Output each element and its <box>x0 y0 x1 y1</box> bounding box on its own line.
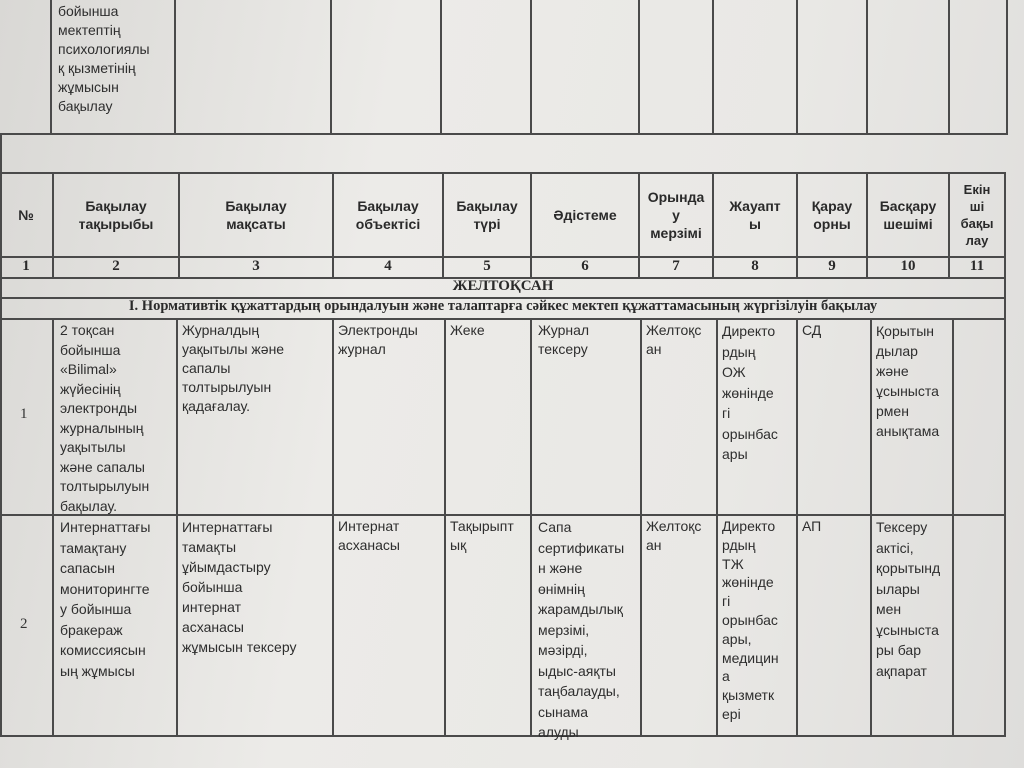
header-goal: Бақылау мақсаты <box>225 198 287 232</box>
table-border <box>0 735 1006 737</box>
col-number: 11 <box>969 258 985 274</box>
row-goal: Интернаттағы тамақты ұйымдастыру бойынша интернат асханасы жұмысын тексеру <box>182 519 297 655</box>
header-deadline: Орында у мерзімі <box>647 189 705 241</box>
table-border <box>1004 172 1006 318</box>
table-border <box>0 133 1008 135</box>
row-method: Журнал тексеру <box>538 322 590 357</box>
col-number: 2 <box>112 258 120 274</box>
header-object: Бақылау объектісі <box>355 198 421 232</box>
row-place: АП <box>802 518 822 534</box>
header-type: Бақылау түрі <box>456 198 518 232</box>
row-method: Сапа сертификаты н және өнімнің жарамдылық мерзімі, мәзірді, ыдыс-аяқты таңбалауды, сынама алуды <box>538 519 625 740</box>
table-border <box>52 318 54 735</box>
row-decision: Тексеру актісі, қорытынд ылары мен ұсыныста ры бар ақпарат <box>876 519 941 679</box>
table-border <box>332 318 334 735</box>
table-border <box>796 0 798 133</box>
table-border <box>952 318 954 735</box>
table-border <box>176 318 178 735</box>
row-object: Электронды журнал <box>338 322 418 357</box>
col-number: 6 <box>581 258 589 274</box>
row-object: Интернат асханасы <box>338 518 400 553</box>
header-number: № <box>18 207 34 223</box>
header-place: Қарау орны <box>811 198 853 232</box>
table-border <box>530 318 532 735</box>
row-decision: Қорытын дылар және ұсыныста рмен анықтама <box>876 323 940 439</box>
table-border <box>870 318 872 735</box>
row-topic: Интернаттағы тамақтану сапасын мониторингте у бойынша бракераж комиссиясын ың жұмысы <box>60 519 151 679</box>
row-deadline: Желтоқс ан <box>646 518 702 553</box>
month-heading: ЖЕЛТОҚСАН <box>452 278 554 294</box>
table-border <box>330 0 332 133</box>
col-number: 4 <box>384 258 392 274</box>
header-second-check: Екін ші бақы лау <box>960 182 994 248</box>
header-method: Әдістеме <box>553 207 617 223</box>
table-border <box>440 0 442 133</box>
row-place: СД <box>802 322 822 338</box>
table-border <box>866 0 868 133</box>
col-number: 8 <box>751 258 759 274</box>
row-deadline: Желтоқс ан <box>646 322 702 357</box>
table-border <box>640 318 642 735</box>
table-border <box>0 318 1006 320</box>
row-number: 2 <box>20 616 28 632</box>
col-number: 5 <box>483 258 491 274</box>
section-heading: I. Нормативтік құжаттардың орындалуын және талаптарға сәйкес мектеп құжаттамасының жүргізілуін бақылау <box>128 298 878 314</box>
col-number: 10 <box>900 258 916 274</box>
prev-row-topic: бойынша мектептің психологиялы қ қызметінің жұмысын бақылау <box>58 3 150 114</box>
table-border <box>948 0 950 133</box>
table-border <box>1004 318 1006 735</box>
row-number: 1 <box>20 406 28 422</box>
table-border <box>50 0 52 133</box>
col-number: 1 <box>22 258 30 274</box>
table-border <box>174 0 176 133</box>
row-type: Тақырыпт ық <box>450 518 514 553</box>
row-goal: Журналдың уақытылы және сапалы толтырылуын қадағалау. <box>182 322 285 414</box>
table-border <box>796 318 798 735</box>
row-responsible: Директо рдың ТЖ жөнінде гі орынбас ары, медицин а қызметк ері <box>722 518 779 722</box>
table-border <box>712 0 714 133</box>
table-border <box>444 318 446 735</box>
header-topic: Бақылау тақырыбы <box>78 198 154 232</box>
table-border <box>638 0 640 133</box>
col-number: 9 <box>828 258 836 274</box>
col-number: 7 <box>672 258 680 274</box>
row-type: Жеке <box>450 322 485 338</box>
table-border <box>1006 0 1008 133</box>
table-border <box>716 318 718 735</box>
table-border <box>530 0 532 133</box>
col-number: 3 <box>252 258 260 274</box>
header-decision: Басқару шешімі <box>879 198 937 232</box>
header-responsible: Жауапт ы <box>729 198 781 232</box>
row-topic: 2 тоқсан бойынша «Bilimal» жүйесінің электронды журналының уақытылы және сапалы толтырылуын бақылау. <box>60 322 150 514</box>
table-border <box>0 172 1006 174</box>
row-responsible: Директо рдың ОЖ жөнінде гі орынбас ары <box>722 323 778 462</box>
